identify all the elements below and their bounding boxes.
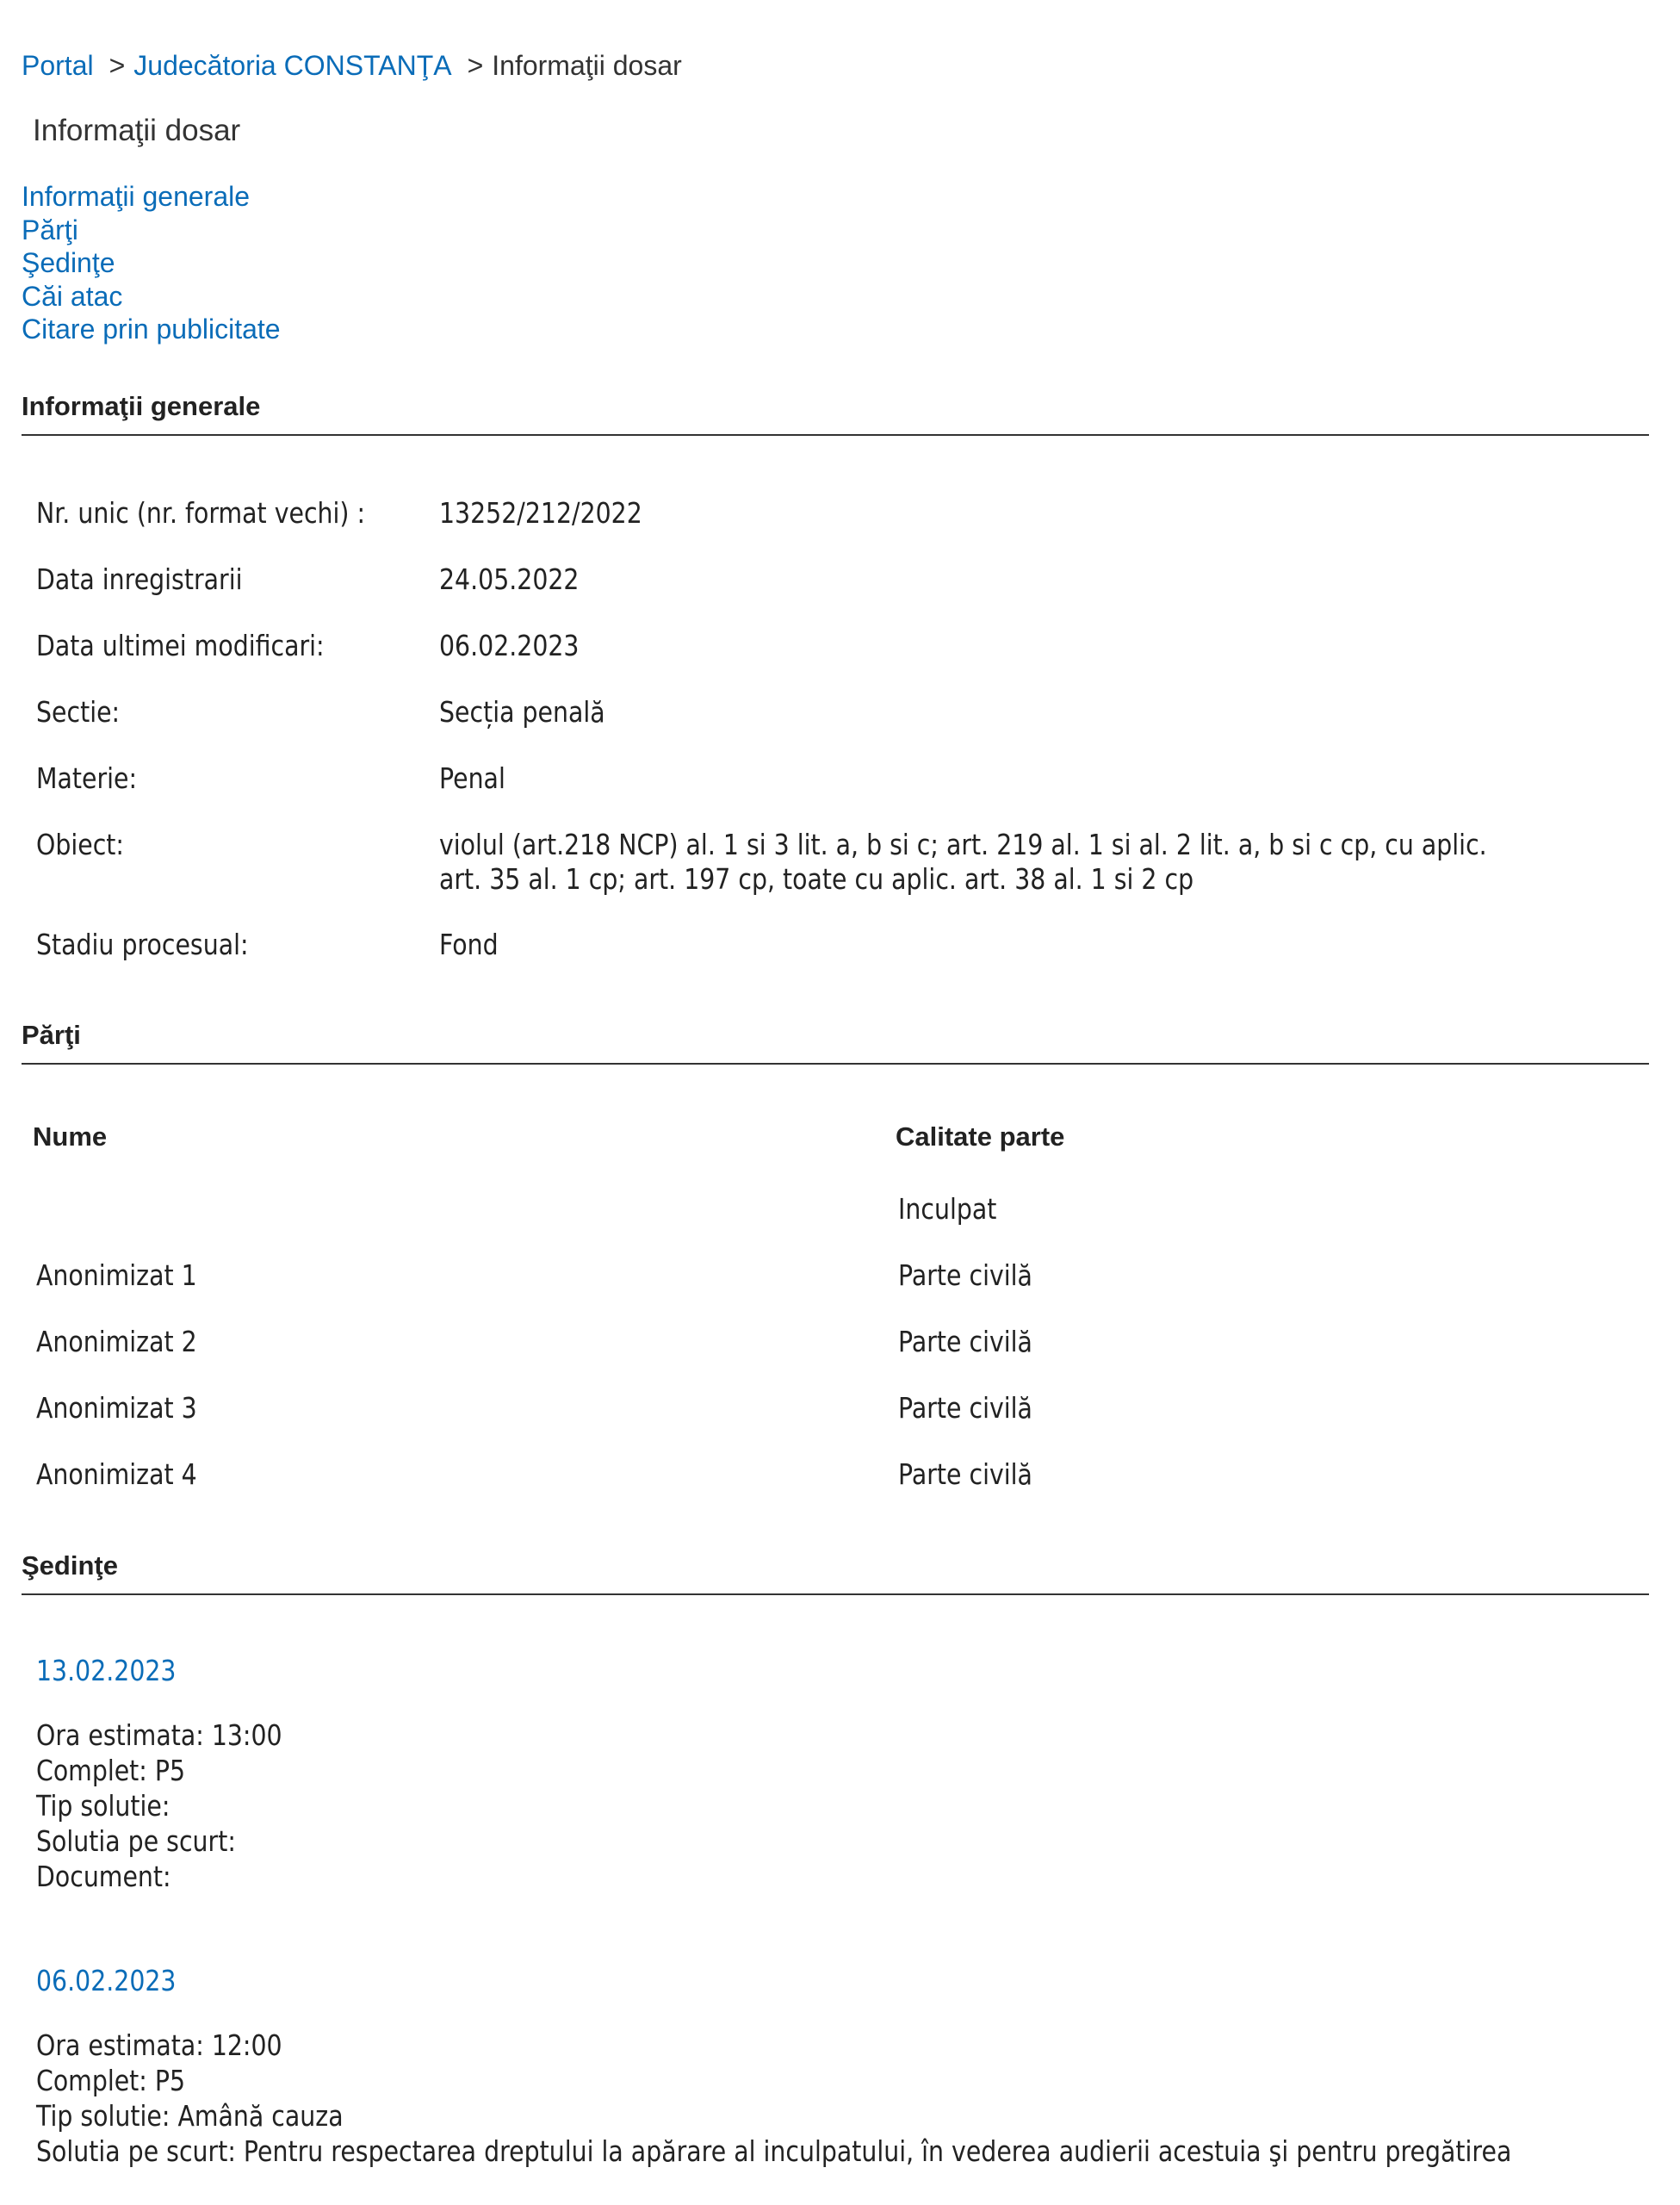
session-details: [36, 2028, 1680, 2169]
info-label: Obiect:: [36, 828, 124, 861]
column-header-role: Calitate parte: [896, 1121, 1065, 1152]
toc-link-parties[interactable]: Părţi: [22, 214, 78, 245]
info-label: Materie:: [36, 761, 138, 795]
session-solution-summary: Solutia pe scurt: Pentru respectarea dreptului la apărare al inculpatului, în vederea audierii acestuia şi pentru pregătirea: [36, 2134, 1512, 2168]
breadcrumb-separator: >: [108, 50, 126, 81]
info-value: violul (art.218 NCP) al. 1 si 3 lit. a, b si c; art. 219 al. 1 si al. 2 lit. a, b si c cp, cu aplic.: [439, 828, 1487, 861]
session-solution-summary: Solutia pe scurt:: [36, 1824, 236, 1858]
session-time: Ora estimata: 12:00: [36, 2028, 282, 2062]
party-name: Anonimizat 3: [36, 1391, 197, 1425]
session-document: Document:: [36, 1860, 171, 1893]
session-details: [36, 1717, 322, 1894]
info-label: Stadiu procesual:: [36, 928, 249, 961]
info-value-continued: art. 35 al. 1 cp; art. 197 cp, toate cu aplic. art. 38 al. 1 si 2 cp: [439, 862, 1194, 896]
info-label: Data inregistrarii: [36, 562, 243, 596]
info-value: 13252/212/2022: [439, 496, 642, 530]
session-solution-type: Tip solutie:: [36, 1789, 170, 1823]
info-label: Nr. unic (nr. format vechi) :: [36, 496, 366, 530]
info-value: Secția penală: [439, 695, 605, 729]
toc-link-appeals[interactable]: Căi atac: [22, 280, 123, 312]
breadcrumb-portal-link[interactable]: Portal: [22, 50, 94, 81]
section-heading-sessions: Şedinţe: [22, 1549, 1649, 1595]
toc-link-sessions[interactable]: Şedinţe: [22, 247, 115, 278]
party-role: Parte civilă: [898, 1457, 1032, 1491]
info-value: 24.05.2022: [439, 562, 580, 596]
section-nav: [22, 180, 281, 346]
toc-link-summons[interactable]: Citare prin publicitate: [22, 314, 281, 345]
session-date-link[interactable]: 06.02.2023: [36, 1964, 177, 1997]
column-header-name: Nume: [33, 1121, 108, 1152]
section-heading-general: Informaţii generale: [22, 389, 1649, 436]
session-time: Ora estimata: 13:00: [36, 1718, 282, 1752]
breadcrumb: [22, 48, 682, 83]
party-role: Parte civilă: [898, 1258, 1032, 1292]
party-role: Inculpat: [898, 1192, 997, 1226]
info-label: Sectie:: [36, 695, 121, 729]
party-role: Parte civilă: [898, 1391, 1032, 1425]
info-value: Penal: [439, 761, 505, 795]
breadcrumb-current: Informaţii dosar: [492, 50, 682, 81]
session-solution-type: Tip solutie: Amână cauza: [36, 2099, 344, 2133]
breadcrumb-separator: >: [467, 50, 484, 81]
party-role: Parte civilă: [898, 1325, 1032, 1358]
party-name: Anonimizat 2: [36, 1325, 197, 1358]
info-value: Fond: [439, 928, 499, 961]
party-name: Anonimizat 4: [36, 1457, 197, 1491]
session-panel: Complet: P5: [36, 2064, 186, 2097]
session-date-link[interactable]: 13.02.2023: [36, 1654, 177, 1687]
info-value: 06.02.2023: [439, 629, 580, 662]
party-name: Anonimizat 1: [36, 1258, 197, 1292]
info-label: Data ultimei modificari:: [36, 629, 325, 662]
toc-link-general[interactable]: Informaţii generale: [22, 181, 251, 212]
breadcrumb-court-link[interactable]: Judecătoria CONSTANŢA: [133, 50, 452, 81]
page-title: Informaţii dosar: [33, 114, 241, 147]
session-panel: Complet: P5: [36, 1754, 186, 1787]
section-heading-parties: Părţi: [22, 1018, 1649, 1065]
